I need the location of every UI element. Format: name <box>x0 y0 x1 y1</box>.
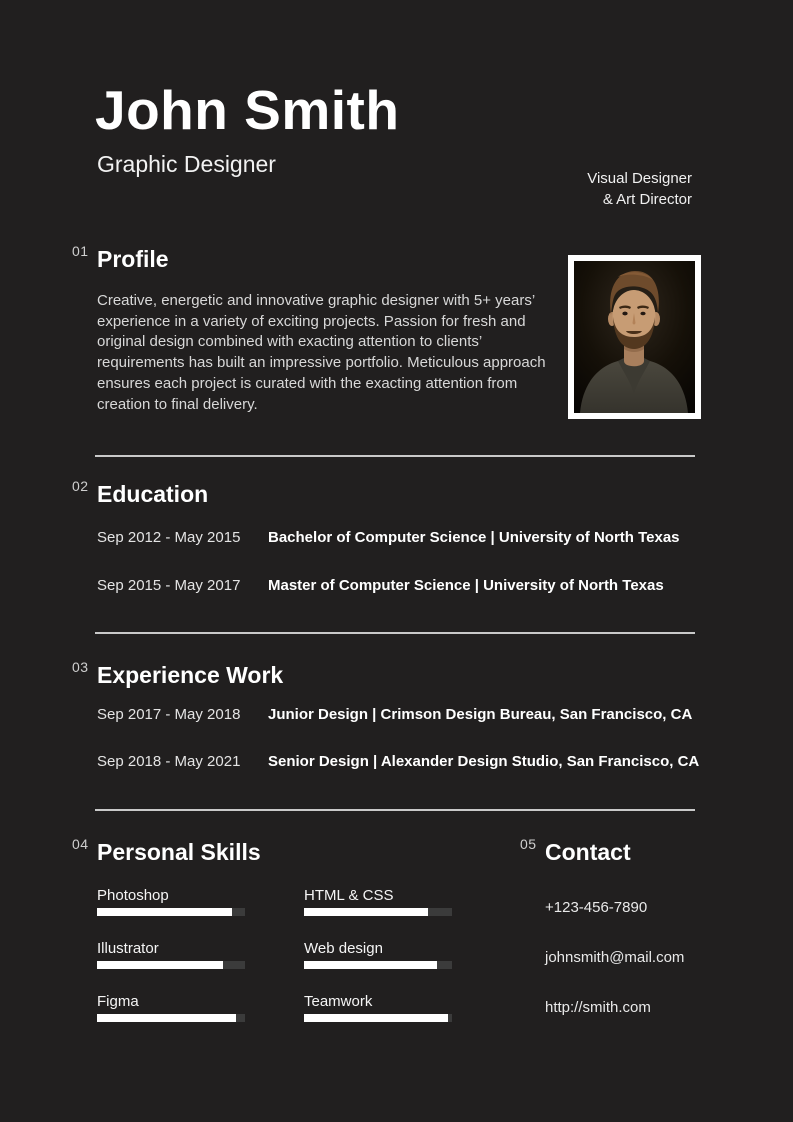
divider-after-education <box>95 632 695 634</box>
tagline-line-1: Visual Designer <box>587 170 692 187</box>
skill-bar-fill <box>304 1014 448 1022</box>
education-dates: Sep 2012 - May 2015 <box>97 529 241 546</box>
contact-list <box>545 899 684 1049</box>
section-heading-education: Education <box>97 481 209 507</box>
education-row <box>97 529 680 546</box>
experience-row <box>97 753 699 770</box>
skill-label: HTML & CSS <box>304 887 394 904</box>
experience-dates: Sep 2017 - May 2018 <box>97 706 241 723</box>
profile-paragraph: Creative, energetic and innovative graphic designer with 5+ years’ experience in a variety of exciting projects. Passion for fresh and original design combined with exacting attention to clients’ requirements has built an impressive portfolio. Meticulous approach ensures each project is curated with the exacting attention from creation to final delivery. <box>97 292 546 413</box>
experience-description: Junior Design | Crimson Design Bureau, San Francisco, CA <box>268 706 693 723</box>
section-number-skills: 04 <box>72 836 89 852</box>
job-title: Graphic Designer <box>97 151 276 177</box>
skill-bar-fill <box>97 1014 236 1022</box>
skill-bar-track <box>304 1014 452 1022</box>
contact-website: http://smith.com <box>545 999 651 1016</box>
skill-bar-track <box>97 908 245 916</box>
section-heading-skills: Personal Skills <box>97 839 261 865</box>
education-description: Bachelor of Computer Science | University of North Texas <box>268 529 680 546</box>
divider-after-experience <box>95 809 695 811</box>
section-heading-experience: Experience Work <box>97 662 284 688</box>
education-row <box>97 577 664 594</box>
section-number-education: 02 <box>72 478 89 494</box>
skill-label: Illustrator <box>97 940 159 957</box>
skill-item-web-design <box>304 939 452 969</box>
contact-email: johnsmith@mail.com <box>545 949 685 966</box>
skill-item-photoshop <box>97 886 245 916</box>
skill-bar-fill <box>97 961 223 969</box>
experience-description: Senior Design | Alexander Design Studio, San Francisco, CA <box>268 753 700 770</box>
skills-grid <box>97 886 452 1022</box>
skill-label: Web design <box>304 940 383 957</box>
skill-bar-track <box>97 961 245 969</box>
skill-bar-track <box>304 961 452 969</box>
skill-bar-fill <box>97 908 232 916</box>
section-heading-profile: Profile <box>97 246 169 272</box>
skill-label: Photoshop <box>97 887 169 904</box>
skill-item-html-css <box>304 886 452 916</box>
divider-after-profile <box>95 455 695 457</box>
education-description: Master of Computer Science | University of North Texas <box>268 577 664 594</box>
experience-dates: Sep 2018 - May 2021 <box>97 753 241 770</box>
skill-bar-track <box>97 1014 245 1022</box>
person-name: John Smith <box>95 79 400 141</box>
experience-row <box>97 706 692 723</box>
skill-item-teamwork <box>304 992 452 1022</box>
contact-phone: +123-456-7890 <box>545 899 648 916</box>
profile-photo-illustration <box>574 261 695 413</box>
skill-item-figma <box>97 992 245 1022</box>
skill-item-illustrator <box>97 939 245 969</box>
skill-label: Teamwork <box>304 993 373 1010</box>
skill-bar-fill <box>304 961 437 969</box>
skill-bar-fill <box>304 908 428 916</box>
section-number-experience: 03 <box>72 659 89 675</box>
skill-bar-track <box>304 908 452 916</box>
education-dates: Sep 2015 - May 2017 <box>97 577 241 594</box>
section-number-profile: 01 <box>72 243 89 259</box>
profile-photo <box>568 255 701 419</box>
section-number-contact: 05 <box>520 836 537 852</box>
skill-label: Figma <box>97 993 139 1010</box>
tagline <box>587 168 692 210</box>
section-heading-contact: Contact <box>545 839 631 865</box>
tagline-line-2: & Art Director <box>602 191 692 208</box>
